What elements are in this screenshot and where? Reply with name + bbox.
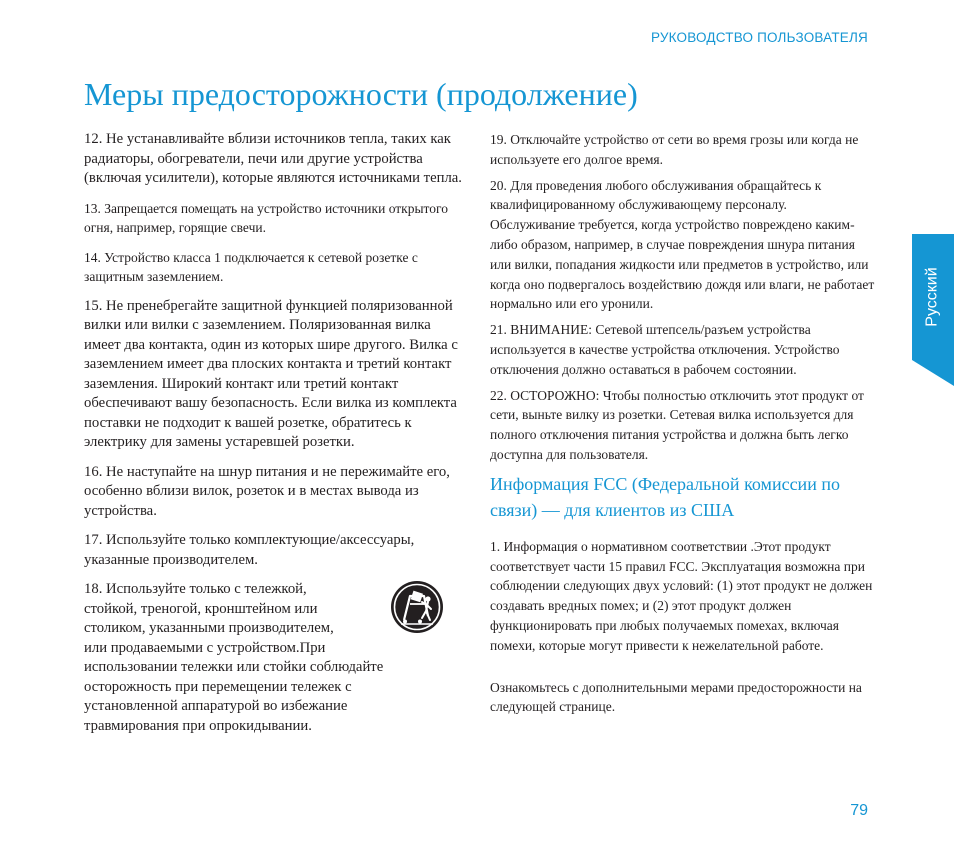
running-header: РУКОВОДСТВО ПОЛЬЗОВАТЕЛЯ — [650, 30, 868, 45]
item18-line: установленной аппаратурой во избежание — [84, 698, 348, 714]
right-column — [490, 130, 875, 723]
page-number: 79 — [850, 802, 868, 819]
safety-item-18 — [84, 580, 464, 736]
language-tab-label: Русский — [924, 267, 941, 327]
item18-line: использовании тележки или стойки соблюдайте — [84, 659, 384, 675]
item18-line: столиком, указанными производителем, — [84, 620, 334, 636]
cart-tip-over-warning-icon — [390, 580, 444, 634]
fcc-compliance-text: 1. Информация о нормативном соответствии .Этот продукт соответствует части 15 правил FCC. Эксплуатация возможна при соблюдении следующих двух условий: (1) этот продукт не должен создавать вредных помех; и (2) этот продукт должен функционировать при любых получаемых помехах, включая помехи, которые могут привести к нежелательной работе. — [490, 538, 873, 653]
side-tab-corner-cut — [912, 360, 954, 386]
item18-line: или продаваемыми с устройством.При — [84, 639, 326, 656]
safety-item-14: 14. Устройство класса 1 подключается к сетевой розетке с защитным заземлением. — [84, 249, 418, 284]
left-column — [84, 130, 464, 736]
language-tab-label-wrapper — [912, 234, 954, 360]
item18-line: травмирования при опрокидывании. — [84, 717, 312, 734]
safety-item-21: 21. ВНИМАНИЕ: Сетевой штепсель/разъем устройства используется в качестве устройства отключения. Устройство отключения должно оставаться в рабочем состоянии. — [490, 322, 840, 377]
safety-item-17: 17. Используйте только комплектующие/аксессуары, указанные производителем. — [84, 532, 415, 568]
safety-item-19: 19. Отключайте устройство от сети во время грозы или когда не используете его долгое время. — [490, 132, 859, 167]
safety-item-16: 16. Не наступайте на шнур питания и не пережимайте его, особенно вблизи вилок, розеток и в местах вывода из устройства. — [84, 463, 450, 519]
safety-item-13: 13. Запрещается помещать на устройство источники открытого огня, например, горящие свечи. — [84, 200, 448, 235]
item18-line: осторожность при перемещении тележек с — [84, 678, 352, 695]
item18-line: стойкой, треногой, кронштейном или — [84, 600, 318, 617]
safety-item-22: 22. ОСТОРОЖНО: Чтобы полностью отключить этот продукт от сети, выньте вилку из розетки. Сетевая вилка используется для полного отключения питания устройства и должна быть легко доступна для пользователя. — [490, 387, 864, 462]
safety-item-15: 15. Не пренебрегайте защитной функцией поляризованной вилки или вилки с заземлением. Поляризованная вилка имеет два контакта, один из которых шире другого. Вилка с заземлением имеет два плоских контакта и третий контакт заземления. Широкий контакт или третий контакт обеспечивают вашу безопасность. Если вилка из комплекта поставки не подходит к вашей розетке, обратитесь к электрику для замены устаревшей розетки. — [84, 297, 458, 450]
language-side-tab — [912, 234, 954, 386]
item18-line: 18. Используйте только с тележкой, — [84, 581, 307, 597]
safety-item-20: 20. Для проведения любого обслуживания обращайтесь к квалифицированному обслуживающему персоналу. Обслуживание требуется, когда устройство повреждено каким-либо образом, например, в случае повреждения шнура питания или вилки, попадания жидкости или предметов в устройство, или когда оно подвергалось воздействию дождя или влаги, не работает нормально или его уронили. — [490, 177, 875, 312]
safety-item-12: 12. Не устанавливайте вблизи источников тепла, таких как радиаторы, обогреватели, печи или другие устройства (включая усилители), которые являются источниками тепла. — [84, 131, 462, 186]
closing-note: Ознакомьтесь с дополнительными мерами предосторожности на следующей странице. — [490, 679, 862, 715]
page-title: Меры предосторожности (продолжение) — [84, 76, 638, 112]
fcc-section-heading: Информация FCC (Федеральной комиссии по связи) — для клиентов из США — [490, 473, 840, 520]
